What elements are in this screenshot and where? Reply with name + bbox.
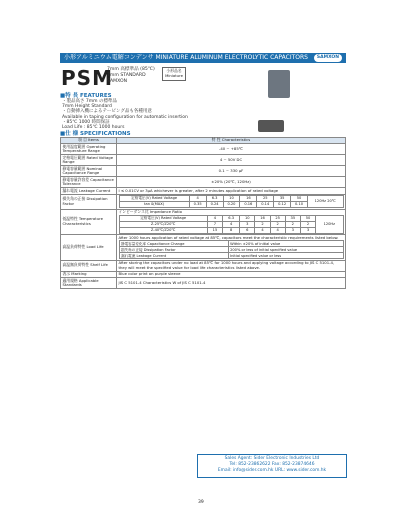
features-list xyxy=(62,99,188,130)
series-name: PSM xyxy=(61,66,113,90)
feature-line: ・85℃ 1000 時間保証 xyxy=(62,119,110,125)
df-note: 120Hz 20℃ xyxy=(307,196,343,208)
spec-value: ±20% (20℃, 120Hz) xyxy=(117,177,346,188)
load-key: 漏れ電流 Leakage Current xyxy=(119,253,228,259)
df-table xyxy=(119,195,344,208)
temp-ratio: 2 xyxy=(300,221,315,227)
df-voltage: 25 xyxy=(257,196,274,202)
spec-item: 使用温度範囲 Operating Temperature Range xyxy=(61,144,117,155)
df-cell xyxy=(117,194,346,209)
feature-line: Load Life : 85℃ 1000 hours xyxy=(62,125,125,131)
df-voltage: 50 xyxy=(291,196,308,202)
table-row xyxy=(61,260,346,271)
table-row xyxy=(61,278,346,289)
load-text: After 1000 hours application of rated voltage at 85℃, capacitors meet the characteristic requirements listed below. xyxy=(118,234,339,240)
series-stamp xyxy=(162,67,186,81)
df-voltage: 10 xyxy=(223,196,240,202)
banner-title: 小形アルミニウム電解コンデンサ MINIATURE ALUMINUM ELECTROLYTIC CAPACITORS xyxy=(64,54,308,61)
temp-ratio: 15 xyxy=(207,227,222,233)
spec-item: 高温無負荷特性 Shelf Life xyxy=(61,260,117,271)
feature-line: ・自動挿入機によるテーピング品も各種用意 xyxy=(62,109,152,115)
df-tan: 0.14 xyxy=(257,202,274,208)
temp-ratio: 3 xyxy=(240,221,255,227)
load-key: 静電容量変化率 Capacitance Change xyxy=(119,241,228,247)
table-row xyxy=(61,144,346,155)
temp-note: 120Hz xyxy=(316,215,343,233)
df-tan-label: tan δ(MAX) xyxy=(119,202,189,208)
sales-agent-box xyxy=(197,454,347,478)
spec-value: Blue color print on purple sleeve xyxy=(117,271,346,277)
df-voltage: 16 xyxy=(240,196,257,202)
temp-ratio: 4 xyxy=(223,221,240,227)
spec-item: 定格電圧範囲 Rated Voltage Range xyxy=(61,155,117,166)
table-row xyxy=(61,177,346,188)
capacitor-taping-photo xyxy=(258,120,284,132)
load-value: Within ±20% of initial value xyxy=(228,241,343,247)
temp-voltage: 50 xyxy=(300,215,315,221)
spec-value: After storing the capacitors under no load at 85℃ for 1000 hours and applying voltage according to JIS C 5101-4, they will meet the specified value for load life characteristics listed above. xyxy=(117,260,346,271)
specs-heading: ■仕 様 SPECIFICATIONS xyxy=(60,131,131,137)
table-row xyxy=(61,235,346,261)
temp-ratio: 3 xyxy=(300,227,315,233)
series-sub3: SAMXON xyxy=(107,79,128,84)
temp-ratio: 7 xyxy=(207,221,222,227)
table-row xyxy=(61,209,346,235)
df-voltage: 4 xyxy=(189,196,206,202)
spec-value: 0.1 ~ 330 μF xyxy=(117,166,346,177)
temp-ratio: 8 xyxy=(223,227,240,233)
load-value: 200% or less of initial specified value xyxy=(228,247,343,253)
spec-item: 漏れ電流 Leakage Current xyxy=(61,188,117,194)
spec-value: I ≤ 0.01CV or 3μA whichever is greater, after 2 minutes application of rated voltage xyxy=(117,188,346,194)
spec-item: 静電容量範囲 Nominal Capacitance Range xyxy=(61,166,117,177)
temp-ratio: 2 xyxy=(255,221,270,227)
temp-voltage: 10 xyxy=(240,215,255,221)
temp-voltage: 35 xyxy=(285,215,300,221)
spec-item: 高温負荷特性 Load Life xyxy=(61,235,117,261)
spec-item: 静電容量許容差 Capacitance Tolerance xyxy=(61,177,117,188)
page-number: 39 xyxy=(198,500,204,505)
spec-table xyxy=(60,137,346,289)
feature-line: Available in taping configuration for automatic insertion xyxy=(62,114,188,120)
temp-ratio-label: Z-25℃/Z20℃ xyxy=(119,221,207,227)
temp-voltage: 6.3 xyxy=(223,215,240,221)
agent-phone: Tel: 852-23862622 Fax: 852-23874646 xyxy=(229,462,315,467)
agent-contact[interactable]: Email: info@sider.com.hk URL: www.sider.com.hk xyxy=(217,468,327,473)
temp-voltage: 25 xyxy=(270,215,285,221)
table-row xyxy=(61,166,346,177)
df-tan: 0.24 xyxy=(206,202,223,208)
spec-value: JIS C 5101-4 Characteristics W of JIS C 5101-4 xyxy=(117,278,346,289)
temp-ratio-label: Z-40℃/Z20℃ xyxy=(119,227,207,233)
spec-item: 表示 Marking xyxy=(61,271,117,277)
stamp-line2: Miniature xyxy=(165,73,183,78)
temp-cell xyxy=(117,209,346,235)
load-value: Initial specified value or less xyxy=(228,253,343,259)
capacitor-photo xyxy=(268,70,290,98)
df-voltage: 6.3 xyxy=(206,196,223,202)
features-heading: ■特 長 FEATURES xyxy=(60,93,112,99)
df-tan: 0.16 xyxy=(240,202,257,208)
spec-item: 低温特性 Temperature Characteristics xyxy=(61,209,117,235)
spec-item: 損失角の正接 Dissipation Factor xyxy=(61,194,117,209)
table-row xyxy=(61,194,346,209)
df-voltage-label: 定格電圧(V) Rated Voltage xyxy=(119,196,189,202)
stamp-line1: 小形品名 xyxy=(166,68,182,73)
temp-voltage: 16 xyxy=(255,215,270,221)
temp-voltage-label: 定格電圧(V) Rated Voltage xyxy=(119,215,207,221)
feature-line: 7mm Height Standard xyxy=(62,104,112,110)
df-tan: 0.20 xyxy=(223,202,240,208)
load-table xyxy=(119,240,344,259)
feature-line: ・製品高さ 7mm の標準品 xyxy=(62,99,117,104)
temp-voltage: 4 xyxy=(207,215,222,221)
series-subtitle xyxy=(107,67,155,85)
spec-value: 4 ~ 50V DC xyxy=(117,155,346,166)
agent-name: Sales Agent: Sider Electronic Industries Ltd xyxy=(224,456,320,461)
df-tan: 0.10 xyxy=(291,202,308,208)
temp-ratio: 4 xyxy=(270,227,285,233)
col-characteristics: 特 性 Characteristics xyxy=(117,138,346,144)
temp-ratio: 3 xyxy=(285,227,300,233)
temp-ratio: 4 xyxy=(255,227,270,233)
spec-value: -40 ~ +85℃ xyxy=(117,144,346,155)
header-banner xyxy=(60,53,346,63)
series-sub1: 7mm 高標準品 (85℃) xyxy=(107,67,155,72)
col-items: 項 目 Items xyxy=(61,138,117,144)
temp-table xyxy=(119,215,344,234)
table-row xyxy=(61,155,346,166)
df-voltage: 35 xyxy=(274,196,291,202)
temp-ratio: 2 xyxy=(270,221,285,227)
df-tan: 0.35 xyxy=(189,202,206,208)
temp-ratio: 6 xyxy=(240,227,255,233)
temp-heading: インピーダンス比 Impedance Ratio xyxy=(118,208,182,214)
load-cell xyxy=(117,235,346,261)
load-key: 損失角の正接 Dissipation Factor xyxy=(119,247,228,253)
df-tan: 0.12 xyxy=(274,202,291,208)
brand-logo: SAMXON xyxy=(314,54,342,62)
spec-item: 適用規格 Applicable Standards xyxy=(61,278,117,289)
series-sub2: 7mm STANDARD xyxy=(107,73,146,78)
temp-ratio: 2 xyxy=(285,221,300,227)
